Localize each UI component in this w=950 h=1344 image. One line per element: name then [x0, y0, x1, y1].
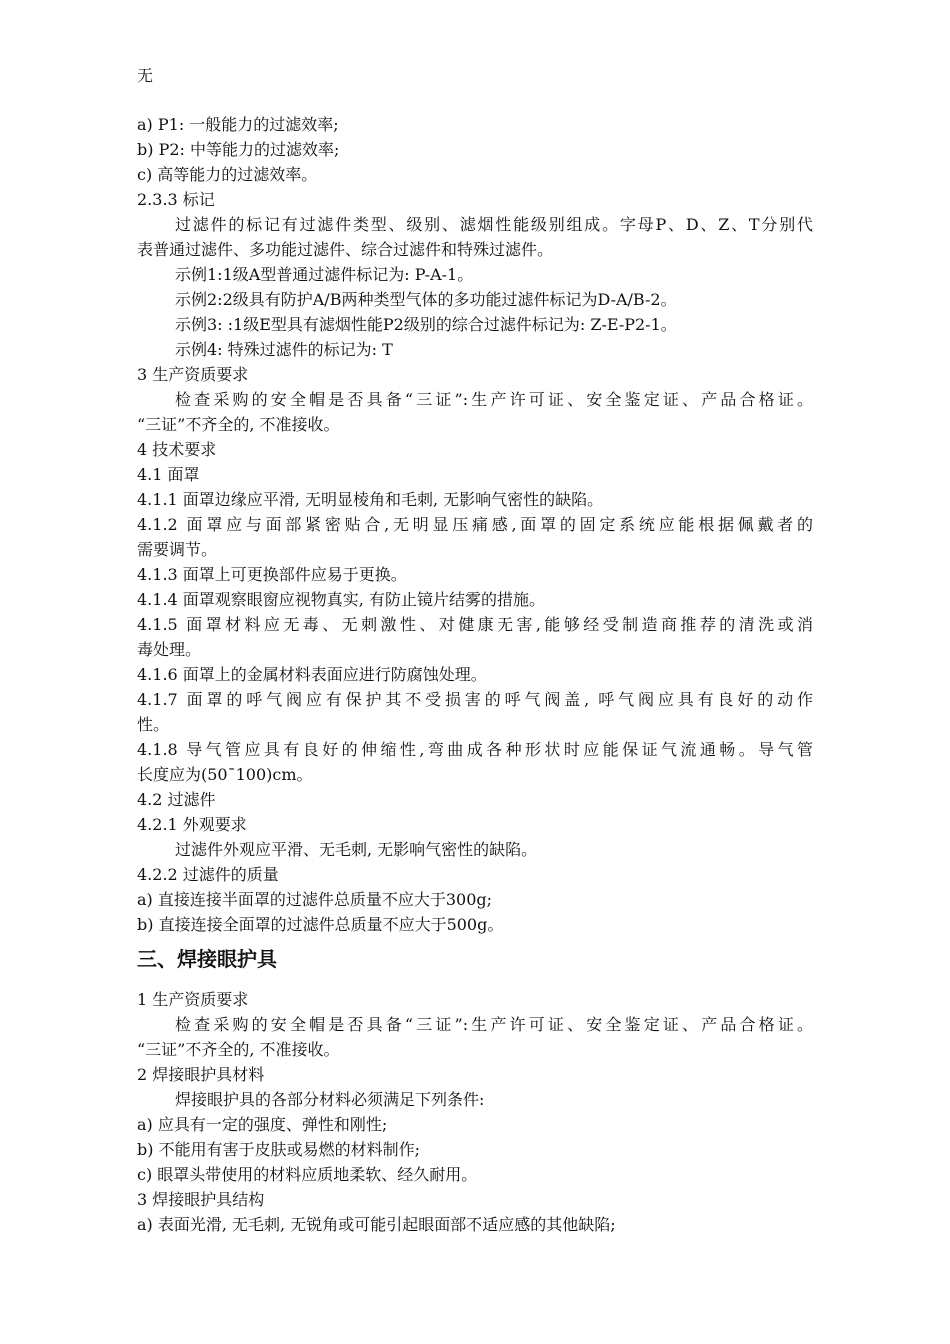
clause-4-1-6: 4.1.6 面罩上的金属材料表面应进行防腐蚀处理。: [137, 665, 487, 684]
heading-4-2: 4.2 过滤件: [137, 790, 216, 809]
clause-4-1-7-line2: 性。: [137, 715, 170, 734]
clause-4-1-5-line2: 毒处理。: [137, 640, 202, 659]
clause-4-1-2-line1: 4.1.2 面罩应与面部紧密贴合,无明显压痛感,面罩的固定系统应能根据佩戴者的: [137, 515, 813, 534]
section-heading: 三、焊接眼护具: [137, 947, 277, 971]
list-item-structure-a: a) 表面光滑, 无毛刺, 无锐角或可能引起眼面部不适应感的其他缺陷;: [137, 1215, 616, 1234]
clause-4-1-1: 4.1.1 面罩边缘应平滑, 无明显棱角和毛刺, 无影响气密性的缺陷。: [137, 490, 604, 509]
heading-welding-2: 2 焊接眼护具材料: [137, 1065, 265, 1084]
heading-4-2-2: 4.2.2 过滤件的质量: [137, 865, 279, 884]
list-item-mass-b: b) 直接连接全面罩的过滤件总质量不应大于500g。: [137, 915, 504, 934]
clause-4-1-8-line2: 长度应为(50¯100)cm。: [137, 765, 313, 784]
clause-4-1-5-line1: 4.1.5 面罩材料应无毒、无刺激性、对健康无害,能够经受制造商推荐的清洗或消: [137, 615, 813, 634]
list-item-material-c: c) 眼罩头带使用的材料应质地柔软、经久耐用。: [137, 1165, 478, 1184]
list-item-b: b) P2: 中等能力的过滤效率;: [137, 140, 340, 159]
list-item-c: c) 高等能力的过滤效率。: [137, 165, 318, 184]
paragraph-marking-line2: 表普通过滤件、多功能过滤件、综合过滤件和特殊过滤件。: [137, 240, 554, 259]
paragraph-appearance: 过滤件外观应平滑、无毛刺, 无影响气密性的缺陷。: [175, 840, 538, 859]
list-item-a: a) P1: 一般能力的过滤效率;: [137, 115, 339, 134]
paragraph-welding-cert-line2: “三证”不齐全的, 不准接收。: [137, 1040, 340, 1059]
heading-3: 3 生产资质要求: [137, 365, 249, 384]
heading-4-2-1: 4.2.1 外观要求: [137, 815, 247, 834]
list-item-material-b: b) 不能用有害于皮肤或易燃的材料制作;: [137, 1140, 420, 1159]
example-1: 示例1:1级A型普通过滤件标记为: P-A-1。: [175, 265, 474, 284]
example-2: 示例2:2级具有防护A/B两种类型气体的多功能过滤件标记为D-A/B-2。: [175, 290, 677, 309]
subsection-heading-2-3-3: 2.3.3 标记: [137, 190, 215, 209]
list-item-material-a: a) 应具有一定的强度、弹性和刚性;: [137, 1115, 388, 1134]
clause-4-1-7-line1: 4.1.7 面罩的呼气阀应有保护其不受损害的呼气阀盖, 呼气阀应具有良好的动作: [137, 690, 813, 709]
paragraph-cert-line2: “三证”不齐全的, 不准接收。: [137, 415, 340, 434]
heading-4: 4 技术要求: [137, 440, 217, 459]
heading-4-1: 4.1 面罩: [137, 465, 200, 484]
top-fragment: 无: [137, 66, 154, 85]
clause-4-1-8-line1: 4.1.8 导气管应具有良好的伸缩性,弯曲成各种形状时应能保证气流通畅。导气管: [137, 740, 813, 759]
paragraph-cert-line1: 检查采购的安全帽是否具备“三证”:生产许可证、安全鉴定证、产品合格证。: [175, 390, 813, 409]
list-item-mass-a: a) 直接连接半面罩的过滤件总质量不应大于300g;: [137, 890, 493, 909]
paragraph-marking-line1: 过滤件的标记有过滤件类型、级别、滤烟性能级别组成。字母P、D、Z、T分别代: [175, 215, 813, 234]
heading-welding-1: 1 生产资质要求: [137, 990, 249, 1009]
paragraph-materials: 焊接眼护具的各部分材料必须满足下列条件:: [175, 1090, 485, 1109]
clause-4-1-3: 4.1.3 面罩上可更换部件应易于更换。: [137, 565, 407, 584]
example-4: 示例4: 特殊过滤件的标记为: T: [175, 340, 393, 359]
example-3: 示例3: :1级E型具有滤烟性能P2级别的综合过滤件标记为: Z-E-P2-1。: [175, 315, 677, 334]
heading-welding-3: 3 焊接眼护具结构: [137, 1190, 265, 1209]
clause-4-1-4: 4.1.4 面罩观察眼窗应视物真实, 有防止镜片结雾的措施。: [137, 590, 545, 609]
paragraph-welding-cert-line1: 检查采购的安全帽是否具备“三证”:生产许可证、安全鉴定证、产品合格证。: [175, 1015, 813, 1034]
clause-4-1-2-line2: 需要调节。: [137, 540, 218, 559]
